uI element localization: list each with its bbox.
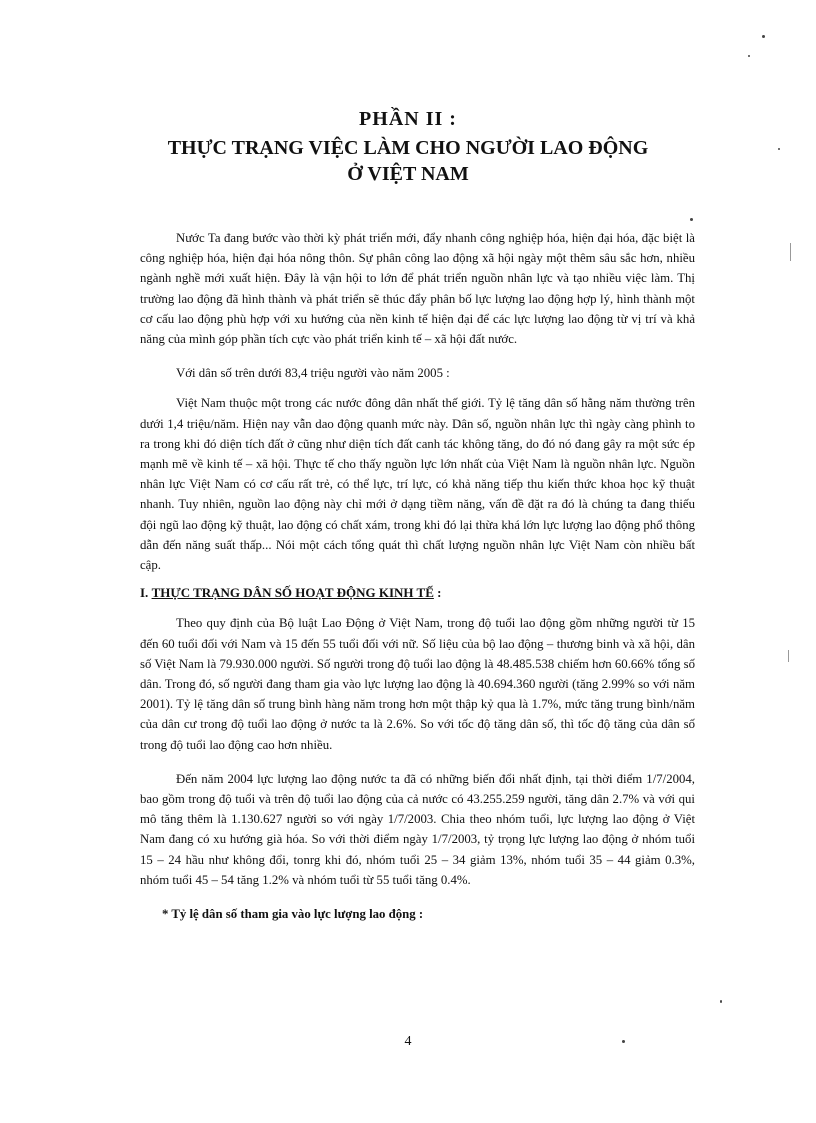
scan-speck [762, 35, 765, 38]
paragraph-labor-2004: Đến năm 2004 lực lượng lao động nước ta đã có những biến đổi nhất định, tại thời điểm 1/7/2004, bao gồm trong độ tuổi và trên độ tuổi lao động của cả nước có 43.255.259 người, tăng dân 2.7% và với qui mô tăng thêm là 1.130.627 người so với ngày 1/7/2003. Chia theo nhóm tuổi, lực lượng lao động ở Việt Nam đang có xu hướng già hóa. So với thời điểm ngày 1/7/2003, tỷ trọng lực lượng lao động ở nhóm tuổi 15 – 24 hầu như không đổi, tonrg khi đó, nhóm tuổi 25 – 34 giảm 13%, nhóm tuổi 35 – 44 giảm 0.3%, nhóm tuổi 45 – 54 tăng 1.2% và nhóm tuổi từ 55 tuổi tăng 0.4%. [140, 771, 695, 887]
paragraph-intro: Nước Ta đang bước vào thời kỳ phát triển mới, đẩy nhanh công nghiệp hóa, hiện đại hóa, đặc biệt là công nghiệp hóa, hiện đại hóa nông thôn. Sự phân công lao động xã hội ngày một thêm sâu sắc hơn, nhiều ngành nghề mới xuất hiện. Đây là vận hội to lớn để phát triển nguồn nhân lực và tạo nhiều việc làm. Thị trường lao động đã hình thành và phát triển sẽ thúc đẩy phân bố lực lượng lao động hợp lý, hình thành một cơ cấu lao động phù hợp với xu hướng của nền kinh tế hiện đại để các lực lượng lao động từ vị trí và khả năng của mình góp phần tích cực vào phát triển kinh tế – xã hội đất nước. [140, 231, 695, 347]
paragraph-population: Với dân số trên dưới 83,4 triệu người vào năm 2005 : [176, 366, 450, 381]
title-block [0, 108, 816, 187]
chapter-title-line-1: THỰC TRẠNG VIỆC LÀM CHO NGƯỜI LAO ĐỘNG [167, 137, 649, 159]
section-heading-1 [140, 583, 695, 603]
paragraph-labor-law: Theo quy định của Bộ luật Lao Động ở Việt Nam, trong độ tuổi lao động gồm những người từ 15 đến 60 tuổi đối với Nam và 15 đến 55 tuổi đối với nữ. Số liệu của bộ lao động – thương binh và xã hội, dân số Việt Nam là 79.930.000 người. Số người trong độ tuổi lao động là 48.485.538 chiếm hơn 60.66% tổng số dân. Trong đó, số người đang tham gia vào lực lượng lao động là 40.694.360 người (tăng 2.99% so với năm 2001). Tỷ lệ tăng dân số trung bình hàng năm trong hơn một thập kỷ qua là 1.7%, mức tăng trung bình/năm của dân cư trong độ tuổi lao động ở nước ta là 2.6%. So với tốc độ tăng dân số, thì tốc độ tăng của dân số trong độ tuổi lao động cao hơn nhiều. [140, 616, 695, 752]
section-title: THỰC TRẠNG DÂN SỐ HOẠT ĐỘNG KINH TẾ [151, 585, 434, 601]
body-text [140, 228, 695, 924]
scan-speck [778, 148, 780, 150]
bullet-heading-participation: * Tỷ lệ dân số tham gia vào lực lượng lao động : [162, 907, 424, 922]
section-number: I. [140, 585, 152, 601]
scan-mark [790, 243, 791, 261]
scan-speck [690, 218, 693, 221]
scan-speck [622, 1040, 625, 1043]
chapter-title-line-2: Ở VIỆT NAM [347, 163, 469, 185]
scan-speck [720, 1000, 722, 1003]
section-suffix: : [433, 585, 442, 601]
paragraph-human-resources: Việt Nam thuộc một trong các nước đông dân nhất thế giới. Tỷ lệ tăng dân số hằng năm thường trên dưới 1,4 triệu/năm. Hiện nay vẫn dao động quanh mức này. Dân số, nguồn nhân lực thì ngày càng phình to ra trong khi đó diện tích đất ở cũng như diện tích đất canh tác không tăng, do đó nó đang gây ra một sức ép mạnh mẽ về kinh tế – xã hội. Thực tế cho thấy nguồn lực lớn nhất của Việt Nam là nguồn nhân lực. Nguồn nhân lực Việt Nam có cơ cấu rất trẻ, có thể lực, trí lực, có khả năng tiếp thu kiến thức khoa học kỹ thuật nhanh. Tuy nhiên, nguồn lao động này chỉ mới ở dạng tiềm năng, vấn đề đặt ra đó là chúng ta đang thiếu đội ngũ lao động kỹ thuật, lao động có chất xám, trong khi đó lại thừa khá lớn lực lượng lao động phổ thông dẫn đến năng suất thấp... Nói một cách tổng quát thì chất lượng nguồn nhân lực Việt Nam còn nhiều bất cập. [140, 396, 695, 573]
page-number: 4 [404, 1034, 412, 1049]
scan-speck [748, 55, 750, 57]
part-heading: PHẦN II : [359, 108, 457, 130]
scan-mark [788, 650, 789, 662]
